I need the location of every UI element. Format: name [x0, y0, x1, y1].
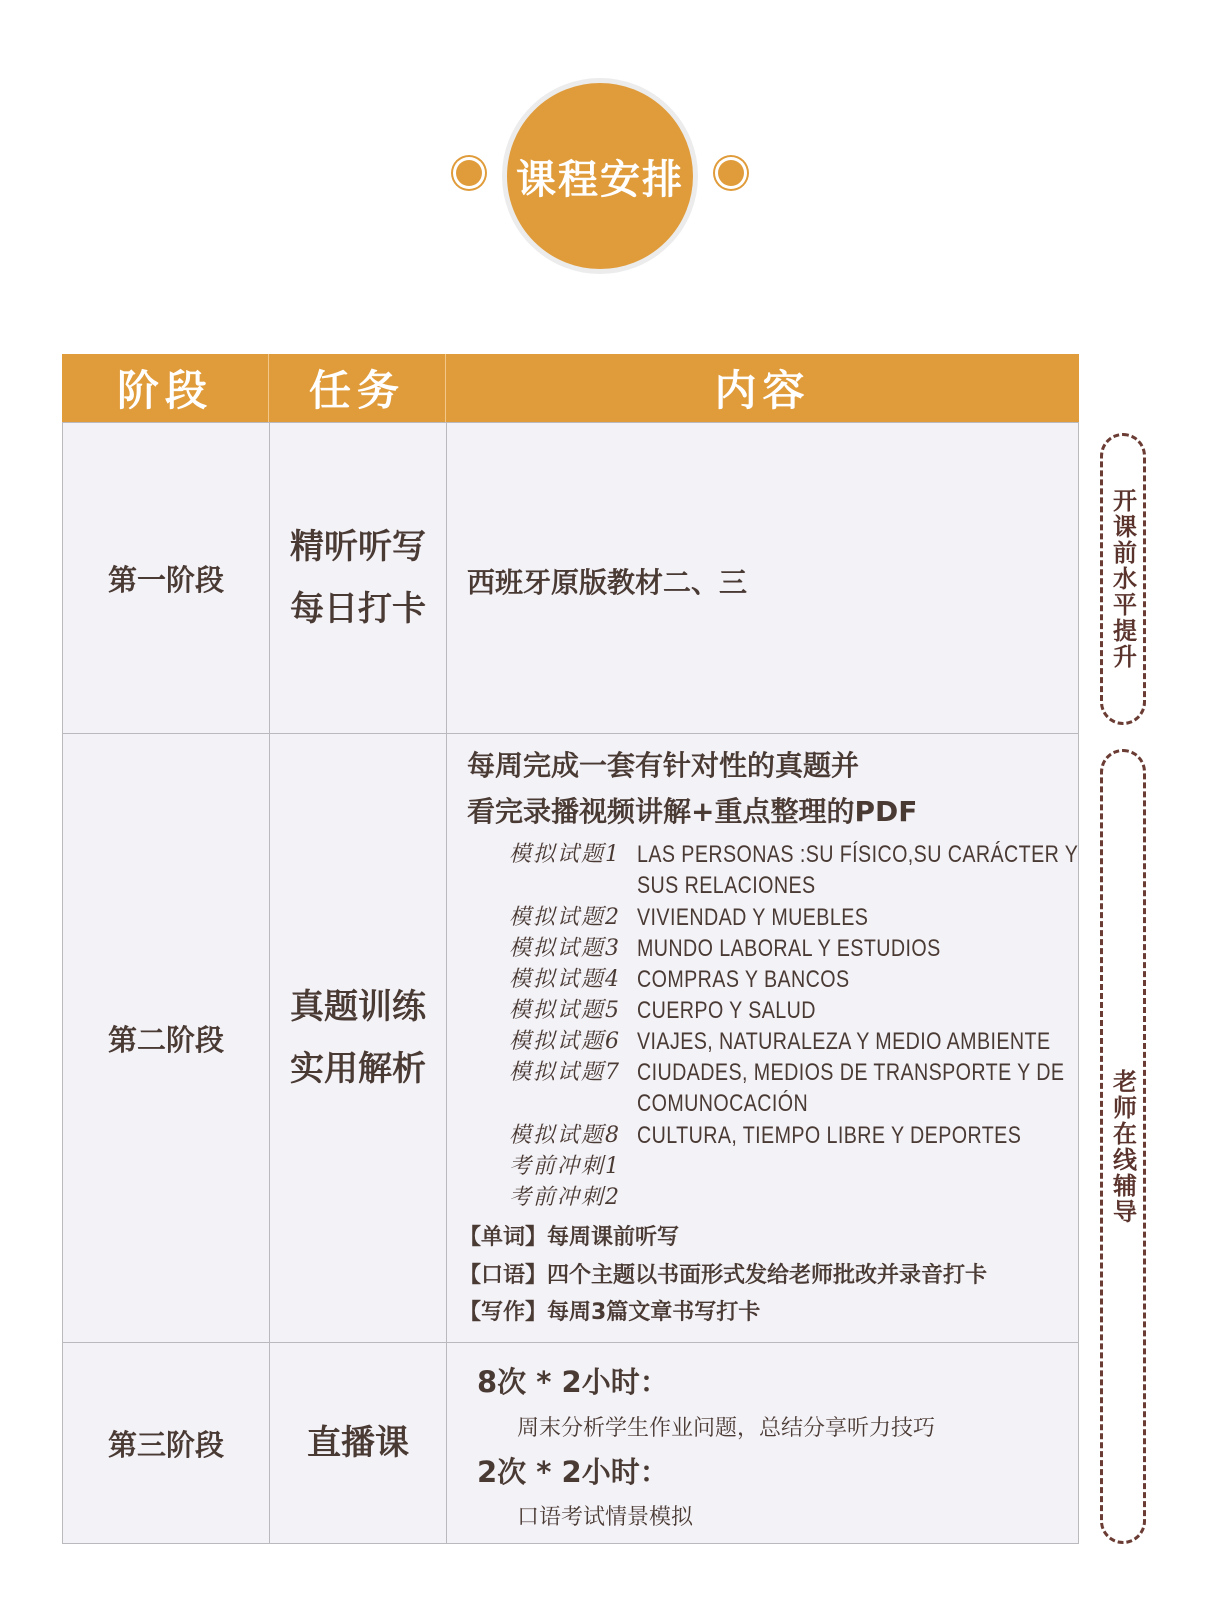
mock-exam-topic-cont: COMUNOCACIÓN [637, 1090, 809, 1117]
row2-task-cell [270, 734, 446, 1342]
table-header [62, 354, 1079, 422]
title-circle [502, 78, 698, 274]
header-content: 内容 [714, 366, 811, 415]
mock-exam-label: 模拟试题5 [509, 998, 621, 1023]
mock-exam-item [509, 1120, 1106, 1151]
mock-exam-item [509, 902, 919, 933]
side-label-bottom [1100, 749, 1146, 1544]
row3-task: 直播课 [307, 1423, 409, 1463]
mock-exam-item-cont [509, 1088, 846, 1119]
side-label-top-text: 开课前水平提升 [1108, 488, 1137, 670]
decor-dot-right [718, 160, 744, 186]
row2-task-line1: 真题训练 [290, 987, 426, 1027]
row1-task-line2: 每日打卡 [290, 589, 426, 629]
mock-exam-topic: CIUDADES, MEDIOS DE TRANSPORTE Y DE [637, 1059, 1065, 1086]
side-label-top [1100, 433, 1146, 725]
decor-dot-left [456, 160, 482, 186]
mock-exam-label: 模拟试题3 [509, 936, 621, 961]
mock-exam-topic: LAS PERSONAS :SU FÍSICO,SU CARÁCTER Y [637, 841, 1079, 868]
speaking-item: 【口语】四个主题以书面形式发给老师批改并录音打卡 [459, 1263, 988, 1288]
row1-stage-cell [63, 423, 269, 733]
session-count-1: 8次 * 2小时： [477, 1365, 669, 1399]
sprint-label: 考前冲刺2 [509, 1185, 621, 1210]
mock-exam-topic: MUNDO LABORAL Y ESTUDIOS [637, 935, 941, 962]
column-divider [446, 423, 447, 1543]
row2-lead-line2: 看完录播视频讲解+重点整理的PDF [467, 795, 918, 828]
row2-stage: 第二阶段 [107, 1022, 224, 1057]
mock-exam-topic: CULTURA, TIEMPO LIBRE Y DEPORTES [637, 1122, 1022, 1149]
row1-stage: 第一阶段 [107, 562, 224, 597]
table-body [62, 422, 1079, 1544]
session-count-2: 2次 * 2小时： [477, 1455, 669, 1489]
row1-content: 西班牙原版教材二、三 [467, 566, 748, 599]
mock-exam-item-cont [509, 870, 855, 901]
title-badge [450, 78, 750, 278]
mock-exam-topic-cont: SUS RELACIONES [637, 872, 816, 899]
mock-exam-label: 模拟试题8 [509, 1123, 621, 1148]
header-stage: 阶段 [116, 366, 213, 415]
mock-exam-item [509, 933, 1007, 964]
vocab-item: 【单词】每周课前听写 [459, 1225, 680, 1250]
mock-exam-item [509, 1057, 1158, 1088]
sprint-label: 考前冲刺1 [509, 1154, 621, 1179]
mock-exam-label: 模拟试题7 [509, 1060, 621, 1085]
row3-stage-cell [63, 1343, 269, 1543]
row2-lead [467, 743, 917, 835]
row3-task-cell [270, 1343, 446, 1543]
sprint-item [509, 1182, 637, 1213]
mock-exam-topic: VIAJES, NATURALEZA Y MEDIO AMBIENTE [637, 1028, 1051, 1055]
mock-exam-topic: CUERPO Y SALUD [637, 997, 816, 1024]
mock-exam-label: 模拟试题6 [509, 1029, 621, 1054]
mock-exam-item [509, 1026, 1141, 1057]
mock-exam-label: 模拟试题1 [509, 842, 621, 867]
sprint-item [509, 1151, 637, 1182]
row3-stage: 第三阶段 [107, 1427, 224, 1462]
session-note-1: 周末分析学生作业问题，总结分享听力技巧 [517, 1416, 936, 1441]
mock-exam-label: 模拟试题4 [509, 967, 621, 992]
header-task: 任务 [308, 366, 405, 415]
writing-item: 【写作】每周3篇文章书写打卡 [459, 1300, 761, 1325]
session-note-2: 口语考试情景模拟 [517, 1505, 694, 1530]
row2-task-line2: 实用解析 [290, 1049, 426, 1089]
row2-lead-line1: 每周完成一套有针对性的真题并 [467, 749, 860, 782]
schedule-table [62, 354, 1079, 1544]
page-title: 课程安排 [516, 155, 684, 203]
row2-stage-cell [63, 734, 269, 1342]
row1-task-line1: 精听听写 [290, 527, 426, 567]
mock-exam-topic: VIVIENDAD Y MUEBLES [637, 904, 869, 931]
mock-exam-item [509, 995, 855, 1026]
mock-exam-item [509, 964, 896, 995]
mock-exam-item [509, 839, 1175, 870]
mock-exam-topic: COMPRAS Y BANCOS [637, 966, 850, 993]
row1-task-cell [270, 423, 446, 733]
side-label-bottom-text: 老师在线辅导 [1108, 1068, 1137, 1225]
mock-exam-label: 模拟试题2 [509, 905, 621, 930]
